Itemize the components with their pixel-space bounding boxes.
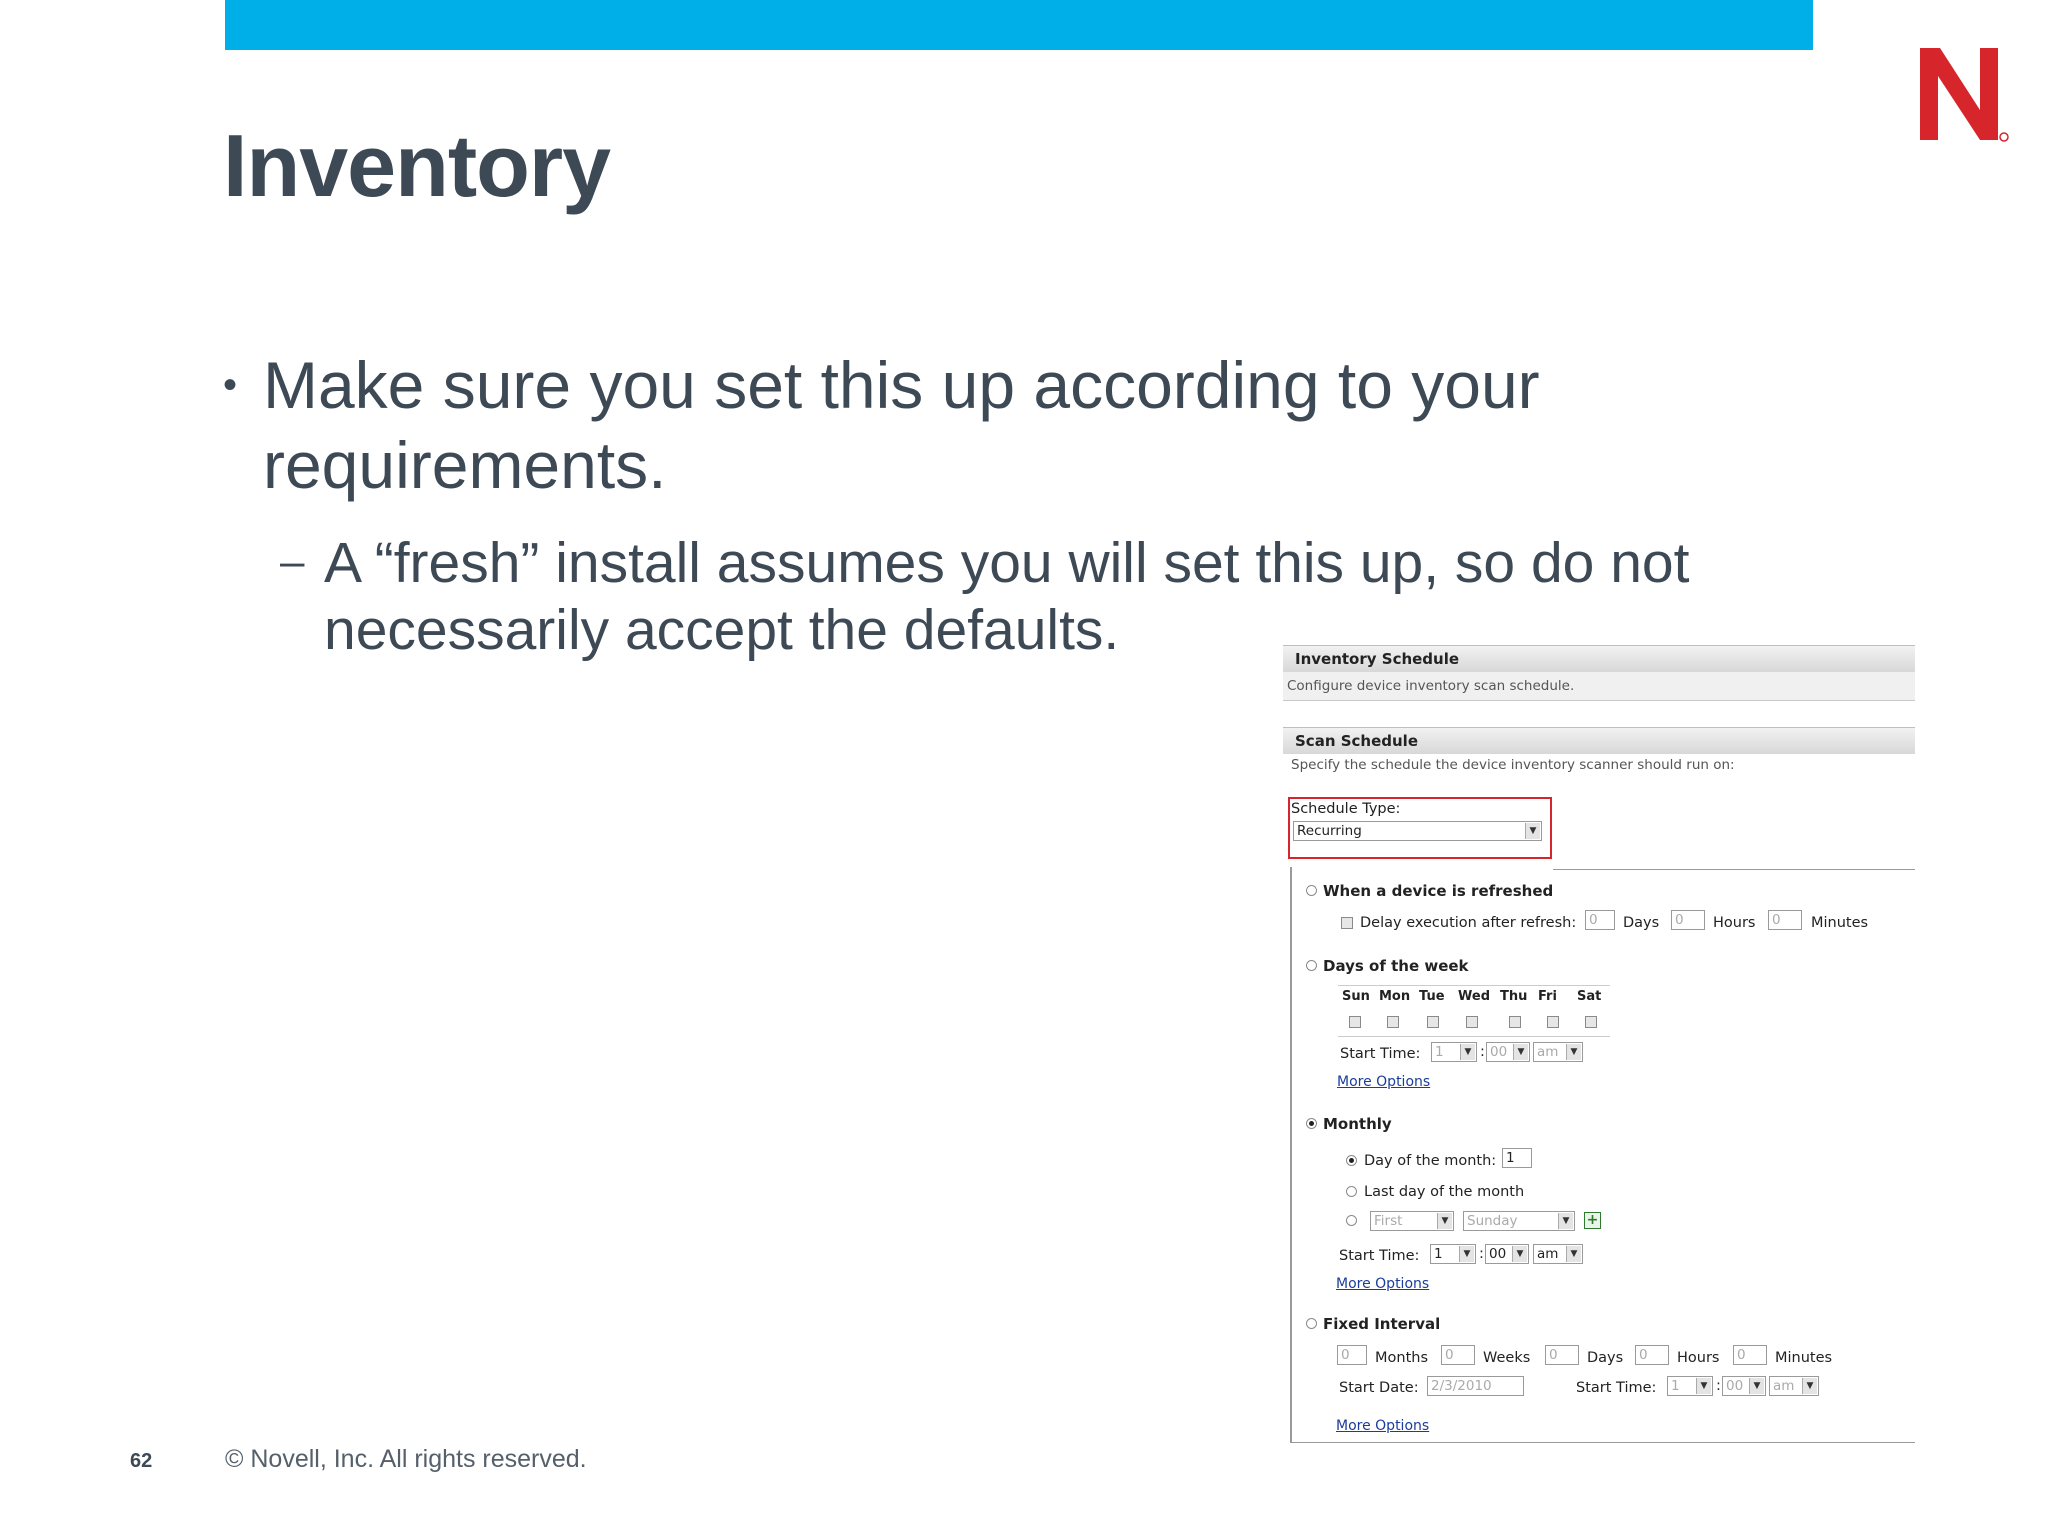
delay-days-label: Days — [1623, 915, 1660, 931]
fi-hours-label: Hours — [1677, 1350, 1720, 1366]
novell-logo — [1918, 44, 2010, 144]
slide-title: Inventory — [223, 116, 611, 215]
day-checkbox-thu[interactable] — [1509, 1016, 1521, 1028]
day-checkbox-wed[interactable] — [1466, 1016, 1478, 1028]
day-checkbox-fri[interactable] — [1547, 1016, 1559, 1028]
monthly-hour-select[interactable] — [1430, 1244, 1476, 1264]
bullet-text: Make sure you set this up according to your requirements. — [263, 348, 1540, 502]
fi-minutes-input[interactable]: 0 — [1733, 1345, 1767, 1365]
schedule-type-value: Recurring — [1297, 823, 1362, 839]
day-of-month-label: Day of the month: — [1364, 1153, 1497, 1169]
divider — [1553, 869, 1915, 870]
fi-start-time-label: Start Time: — [1576, 1380, 1657, 1396]
day-checkbox-sat[interactable] — [1585, 1016, 1597, 1028]
fi-months-input[interactable]: 0 — [1337, 1345, 1367, 1365]
when-refreshed-label: When a device is refreshed — [1323, 882, 1554, 900]
day-header-mon: Mon — [1379, 989, 1411, 1004]
chevron-down-icon[interactable]: ▼ — [1802, 1378, 1817, 1394]
nth-weekday-radio[interactable] — [1346, 1215, 1357, 1226]
delay-execution-label: Delay execution after refresh: — [1360, 915, 1577, 931]
last-day-radio[interactable] — [1346, 1186, 1357, 1197]
monthly-radio[interactable] — [1306, 1118, 1317, 1129]
page-number: 62 — [130, 1450, 153, 1472]
delay-minutes-label: Minutes — [1811, 915, 1869, 931]
day-checkbox-mon[interactable] — [1387, 1016, 1399, 1028]
chevron-down-icon[interactable]: ▼ — [1512, 1246, 1527, 1262]
dow-start-time-label: Start Time: — [1340, 1046, 1421, 1062]
dow-minute-select[interactable] — [1486, 1042, 1530, 1062]
weekday-value: Sunday — [1467, 1213, 1518, 1229]
fi-weeks-input[interactable]: 0 — [1441, 1345, 1475, 1365]
monthly-minute-select[interactable] — [1485, 1244, 1529, 1264]
days-of-week-label: Days of the week — [1323, 957, 1469, 975]
chevron-down-icon[interactable]: ▼ — [1525, 823, 1540, 839]
day-header-tue: Tue — [1419, 989, 1445, 1004]
fi-minute-value: 00 — [1726, 1378, 1744, 1394]
monthly-start-time-label: Start Time: — [1339, 1248, 1420, 1264]
fi-start-date-label: Start Date: — [1339, 1380, 1419, 1396]
monthly-hour-value: 1 — [1434, 1246, 1443, 1262]
divider — [1290, 1442, 1915, 1443]
day-header-thu: Thu — [1500, 989, 1528, 1004]
monthly-ampm-select[interactable] — [1533, 1244, 1583, 1264]
delay-hours-label: Hours — [1713, 915, 1756, 931]
chevron-down-icon[interactable]: ▼ — [1696, 1378, 1711, 1394]
monthly-label: Monthly — [1323, 1115, 1392, 1133]
time-separator: : — [1716, 1378, 1721, 1394]
delay-hours-input[interactable]: 0 — [1671, 910, 1705, 930]
fi-ampm-select[interactable] — [1769, 1376, 1819, 1396]
day-header-sat: Sat — [1577, 989, 1602, 1004]
last-day-label: Last day of the month — [1364, 1184, 1525, 1200]
bullet-text: A “fresh” install assumes you will set this up, so do not necessarily accept the defaults. — [324, 531, 1690, 662]
weekday-select[interactable] — [1463, 1211, 1575, 1231]
day-checkbox-tue[interactable] — [1427, 1016, 1439, 1028]
time-separator: : — [1480, 1044, 1485, 1060]
day-checkbox-sun[interactable] — [1349, 1016, 1361, 1028]
monthly-more-options-link[interactable]: More Options — [1336, 1276, 1430, 1292]
days-of-week-radio[interactable] — [1306, 960, 1317, 971]
scan-schedule-description: Specify the schedule the device inventory scanner should run on: — [1291, 757, 1735, 773]
fi-more-options-link[interactable]: More Options — [1336, 1418, 1430, 1434]
day-header-fri: Fri — [1538, 989, 1557, 1004]
fi-ampm-value: am — [1773, 1378, 1795, 1394]
chevron-down-icon[interactable]: ▼ — [1437, 1213, 1452, 1229]
fi-minute-select[interactable] — [1722, 1376, 1766, 1396]
chevron-down-icon[interactable]: ▼ — [1513, 1044, 1528, 1060]
when-refreshed-radio[interactable] — [1306, 885, 1317, 896]
time-separator: : — [1479, 1246, 1484, 1262]
dow-minute-value: 00 — [1490, 1044, 1508, 1060]
dow-hour-value: 1 — [1435, 1044, 1444, 1060]
delay-days-input[interactable]: 0 — [1585, 910, 1615, 930]
inventory-schedule-description: Configure device inventory scan schedule. — [1287, 678, 1575, 694]
chevron-down-icon[interactable]: ▼ — [1749, 1378, 1764, 1394]
options-border — [1290, 867, 1292, 1443]
delay-execution-checkbox[interactable] — [1341, 917, 1353, 929]
chevron-down-icon[interactable]: ▼ — [1566, 1044, 1581, 1060]
day-header-sun: Sun — [1342, 989, 1370, 1004]
divider — [1338, 985, 1610, 986]
fi-weeks-label: Weeks — [1483, 1350, 1531, 1366]
fi-hours-input[interactable]: 0 — [1635, 1345, 1669, 1365]
chevron-down-icon[interactable]: ▼ — [1459, 1246, 1474, 1262]
inventory-schedule-title: Inventory Schedule — [1295, 650, 1460, 668]
chevron-down-icon[interactable]: ▼ — [1558, 1213, 1573, 1229]
bullet-marker: – — [280, 537, 305, 586]
fi-days-label: Days — [1587, 1350, 1624, 1366]
fi-hour-value: 1 — [1671, 1378, 1680, 1394]
day-header-wed: Wed — [1458, 989, 1490, 1004]
fi-hour-select[interactable] — [1667, 1376, 1713, 1396]
fi-start-date-input[interactable]: 2/3/2010 — [1427, 1376, 1524, 1396]
schedule-type-label: Schedule Type: — [1291, 801, 1401, 817]
copyright-footer: © Novell, Inc. All rights reserved. — [225, 1445, 587, 1473]
fixed-interval-radio[interactable] — [1306, 1318, 1317, 1329]
ordinal-select[interactable] — [1370, 1211, 1454, 1231]
dow-ampm-select[interactable] — [1533, 1042, 1583, 1062]
fi-minutes-label: Minutes — [1775, 1350, 1833, 1366]
chevron-down-icon[interactable]: ▼ — [1566, 1246, 1581, 1262]
day-of-month-radio[interactable] — [1346, 1155, 1357, 1166]
divider — [1338, 1036, 1610, 1037]
day-of-month-input[interactable]: 1 — [1502, 1148, 1532, 1168]
delay-minutes-input[interactable]: 0 — [1768, 910, 1802, 930]
chevron-down-icon[interactable]: ▼ — [1460, 1044, 1475, 1060]
monthly-minute-value: 00 — [1489, 1246, 1507, 1262]
inventory-schedule-screenshot — [1283, 645, 1915, 1455]
scan-schedule-title: Scan Schedule — [1295, 732, 1418, 750]
ordinal-value: First — [1374, 1213, 1403, 1229]
monthly-ampm-value: am — [1537, 1246, 1559, 1262]
fi-months-label: Months — [1375, 1350, 1429, 1366]
bullet-marker: • — [223, 363, 238, 407]
fi-days-input[interactable]: 0 — [1545, 1345, 1579, 1365]
fixed-interval-label: Fixed Interval — [1323, 1315, 1441, 1333]
schedule-type-select[interactable] — [1293, 821, 1542, 841]
dow-ampm-value: am — [1537, 1044, 1559, 1060]
inventory-schedule-header — [1283, 645, 1915, 672]
dow-more-options-link[interactable]: More Options — [1337, 1074, 1431, 1090]
add-icon[interactable]: + — [1584, 1212, 1601, 1229]
top-accent-bar — [225, 0, 1813, 50]
dow-hour-select[interactable] — [1431, 1042, 1477, 1062]
scan-schedule-header — [1283, 727, 1915, 754]
